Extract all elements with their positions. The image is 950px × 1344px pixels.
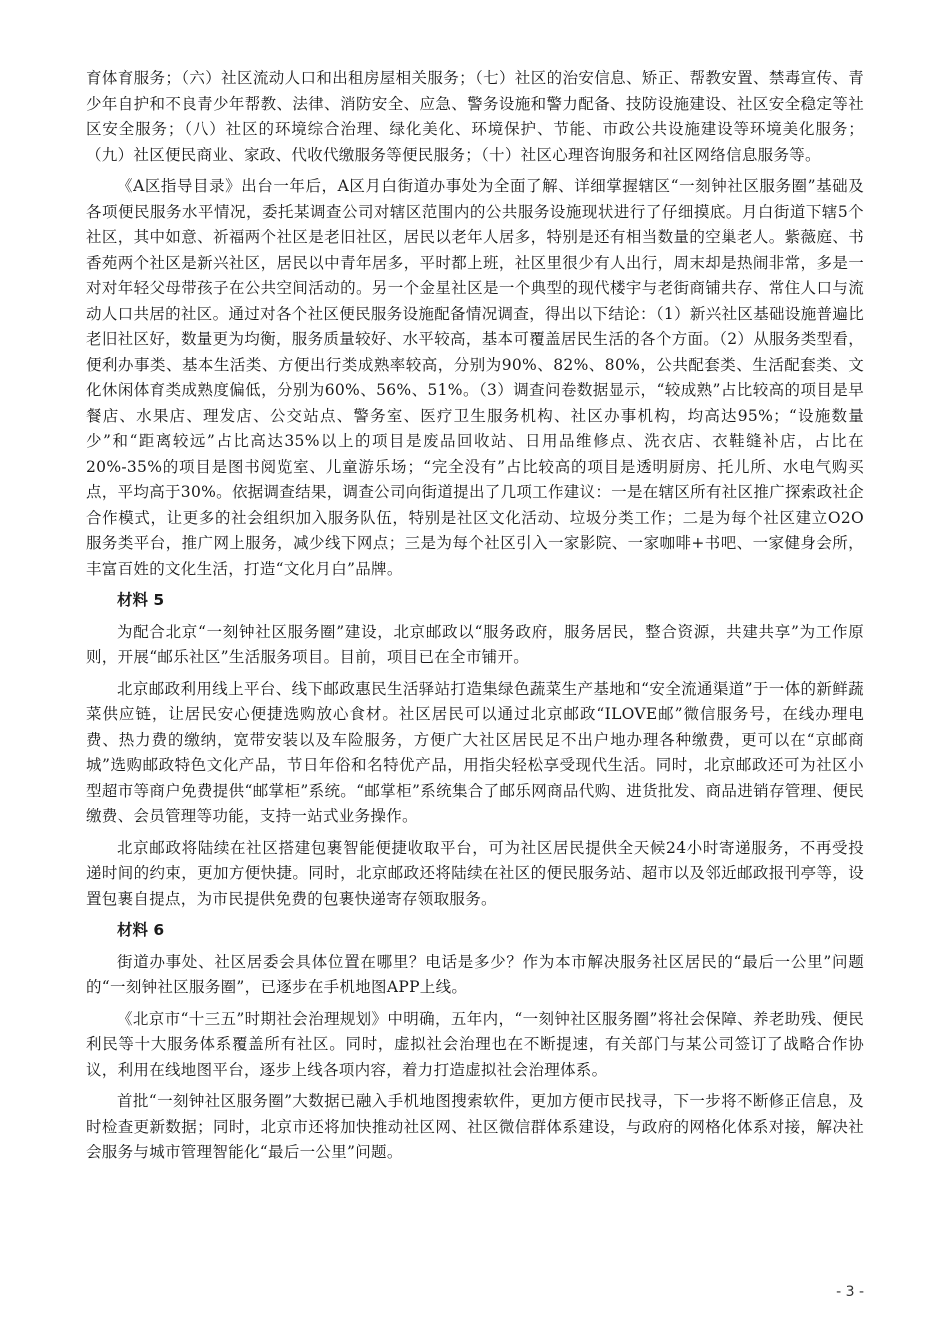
paragraph-postal-services: 北京邮政利用线上平台、线下邮政惠民生活驿站打造集绿色蔬菜生产基地和“安全流通渠道”于一体的新鲜蔬菜供应链，让居民安心便捷选购放心食材。社区居民可以通过北京邮政“ILOVE邮”微信服务号，在线办理电费、热力费的缴纳，宽带安装以及车险服务，方便广大社区居民足不出户地办理各种缴费，更可以在“京邮商城”选购邮政特色文化产品，节日年俗和名特优产品，用指尖轻松享受现代生活。同时，北京邮政还可为社区小型超市等商户免费提供“邮掌柜”系统。“邮掌柜”系统集合了邮乐网商品代购、进货批发、商品进销存管理、便民缴费、会员管理等功能，支持一站式业务操作。 — [86, 679, 864, 825]
paragraph-continued: 育体育服务；（六）社区流动人口和出租房屋相关服务；（七）社区的治安信息、矫正、帮教安置、禁毒宣传、青少年自护和不良青少年帮教、法律、消防安全、应急、警务设施和警力配备、技防设施建设、社区安全稳定等社区安全服务；（八）社区的环境综合治理、绿化美化、环境保护、节能、市政公共设施建设等环境美化服务；（九）社区便民商业、家政、代收代缴服务等便民服务；（十）社区心理咨询服务和社区网络信息服务等。 — [86, 69, 864, 164]
section-heading-material-6: 材料 6 — [117, 921, 165, 939]
page-number: - 3 - — [836, 1284, 864, 1300]
document-body — [86, 66, 864, 1166]
paragraph-postal-intro: 为配合北京“一刻钟社区服务圈”建设，北京邮政以“服务政府，服务居民，整合资源，共建共享”为工作原则，开展“邮乐社区”生活服务项目。目前，项目已在全市铺开。 — [86, 622, 864, 666]
paragraph-survey: 《A区指导目录》出台一年后，A区月白街道办事处为全面了解、详细掌握辖区“一刻钟社区服务圈”基础及各项便民服务水平情况，委托某调查公司对辖区范围内的公共服务设施现状进行了仔细摸底。月白街道下辖5个社区，其中如意、祈福两个社区是老旧社区，居民以老年人居多，特别是还有相当数量的空巢老人。紫薇庭、书香苑两个社区是新兴社区，居民以中青年居多，平时都上班，社区里很少有人出行，周末却是热闹非常，多是一对对年轻父母带孩子在公共空间活动的。另一个金星社区是一个典型的现代楼宇与老街商铺共存、常住人口与流动人口共居的社区。通过对各个社区便民服务设施配备情况调查，得出以下结论：（1）新兴社区基础设施普遍比老旧社区好，数量更为均衡，服务质量较好、水平较高，基本可覆盖居民生活的各个方面。（2）从服务类型看，便利办事类、基本生活类、方便出行类成熟率较高，分别为90%、82%、80%，公共配套类、生活配套类、文化休闲体育类成熟度偏低，分别为60%、56%、51%。（3）调查问卷数据显示，“较成熟”占比较高的项目是早餐店、水果店、理发店、公交站点、警务室、医疗卫生服务机构、社区办事机构，均高达95%；“设施数量少”和“距离较远”占比高达35%以上的项目是废品回收站、日用品维修点、洗衣店、衣鞋缝补店，占比在20%-35%的项目是图书阅览室、儿童游乐场；“完全没有”占比较高的项目是透明厨房、托儿所、水电气购买点，平均高于30%。依据调查结果，调查公司向街道提出了几项工作建议：一是在辖区所有社区推广探索政社企合作模式，让更多的社会组织加入服务队伍，特别是社区文化活动、垃圾分类工作；二是为每个社区建立O2O服务类平台，推广网上服务，减少线下网点；三是为每个社区引入一家影院、一家咖啡+书吧、一家健身会所，丰富百姓的文化生活，打造“文化月白”品牌。 — [86, 177, 864, 578]
paragraph-big-data: 首批“一刻钟社区服务圈”大数据已融入手机地图搜索软件，更加方便市民找寻，下一步将不断修正信息，及时检查更新数据；同时，北京市还将加快推动社区网、社区微信群体系建设，与政府的网格化体系对接，解决社会服务与城市管理智能化“最后一公里”问题。 — [86, 1092, 864, 1161]
paragraph-postal-parcel: 北京邮政将陆续在社区搭建包裹智能便捷收取平台，可为社区居民提供全天候24小时寄递服务，不再受投递时间的约束，更加方便快捷。同时，北京邮政还将陆续在社区的便民服务站、超市以及邻近邮政报刊亭等，设置包裹自提点，为市民提供免费的包裹快递寄存领取服务。 — [86, 838, 864, 908]
paragraph-map-app: 街道办事处、社区居委会具体位置在哪里？电话是多少？作为本市解决服务社区居民的“最后一公里”问题的“一刻钟社区服务圈”，已逐步在手机地图APP上线。 — [86, 952, 864, 996]
section-heading-material-5: 材料 5 — [117, 591, 165, 609]
paragraph-governance-plan: 《北京市“十三五”时期社会治理规划》中明确，五年内，“一刻钟社区服务圈”将社会保障、养老助残、便民利民等十大服务体系覆盖所有社区。同时，虚拟社会治理也在不断提速，有关部门与某公司签订了战略合作协议，利用在线地图平台，逐步上线各项内容，着力打造虚拟社会治理体系。 — [86, 1009, 864, 1079]
